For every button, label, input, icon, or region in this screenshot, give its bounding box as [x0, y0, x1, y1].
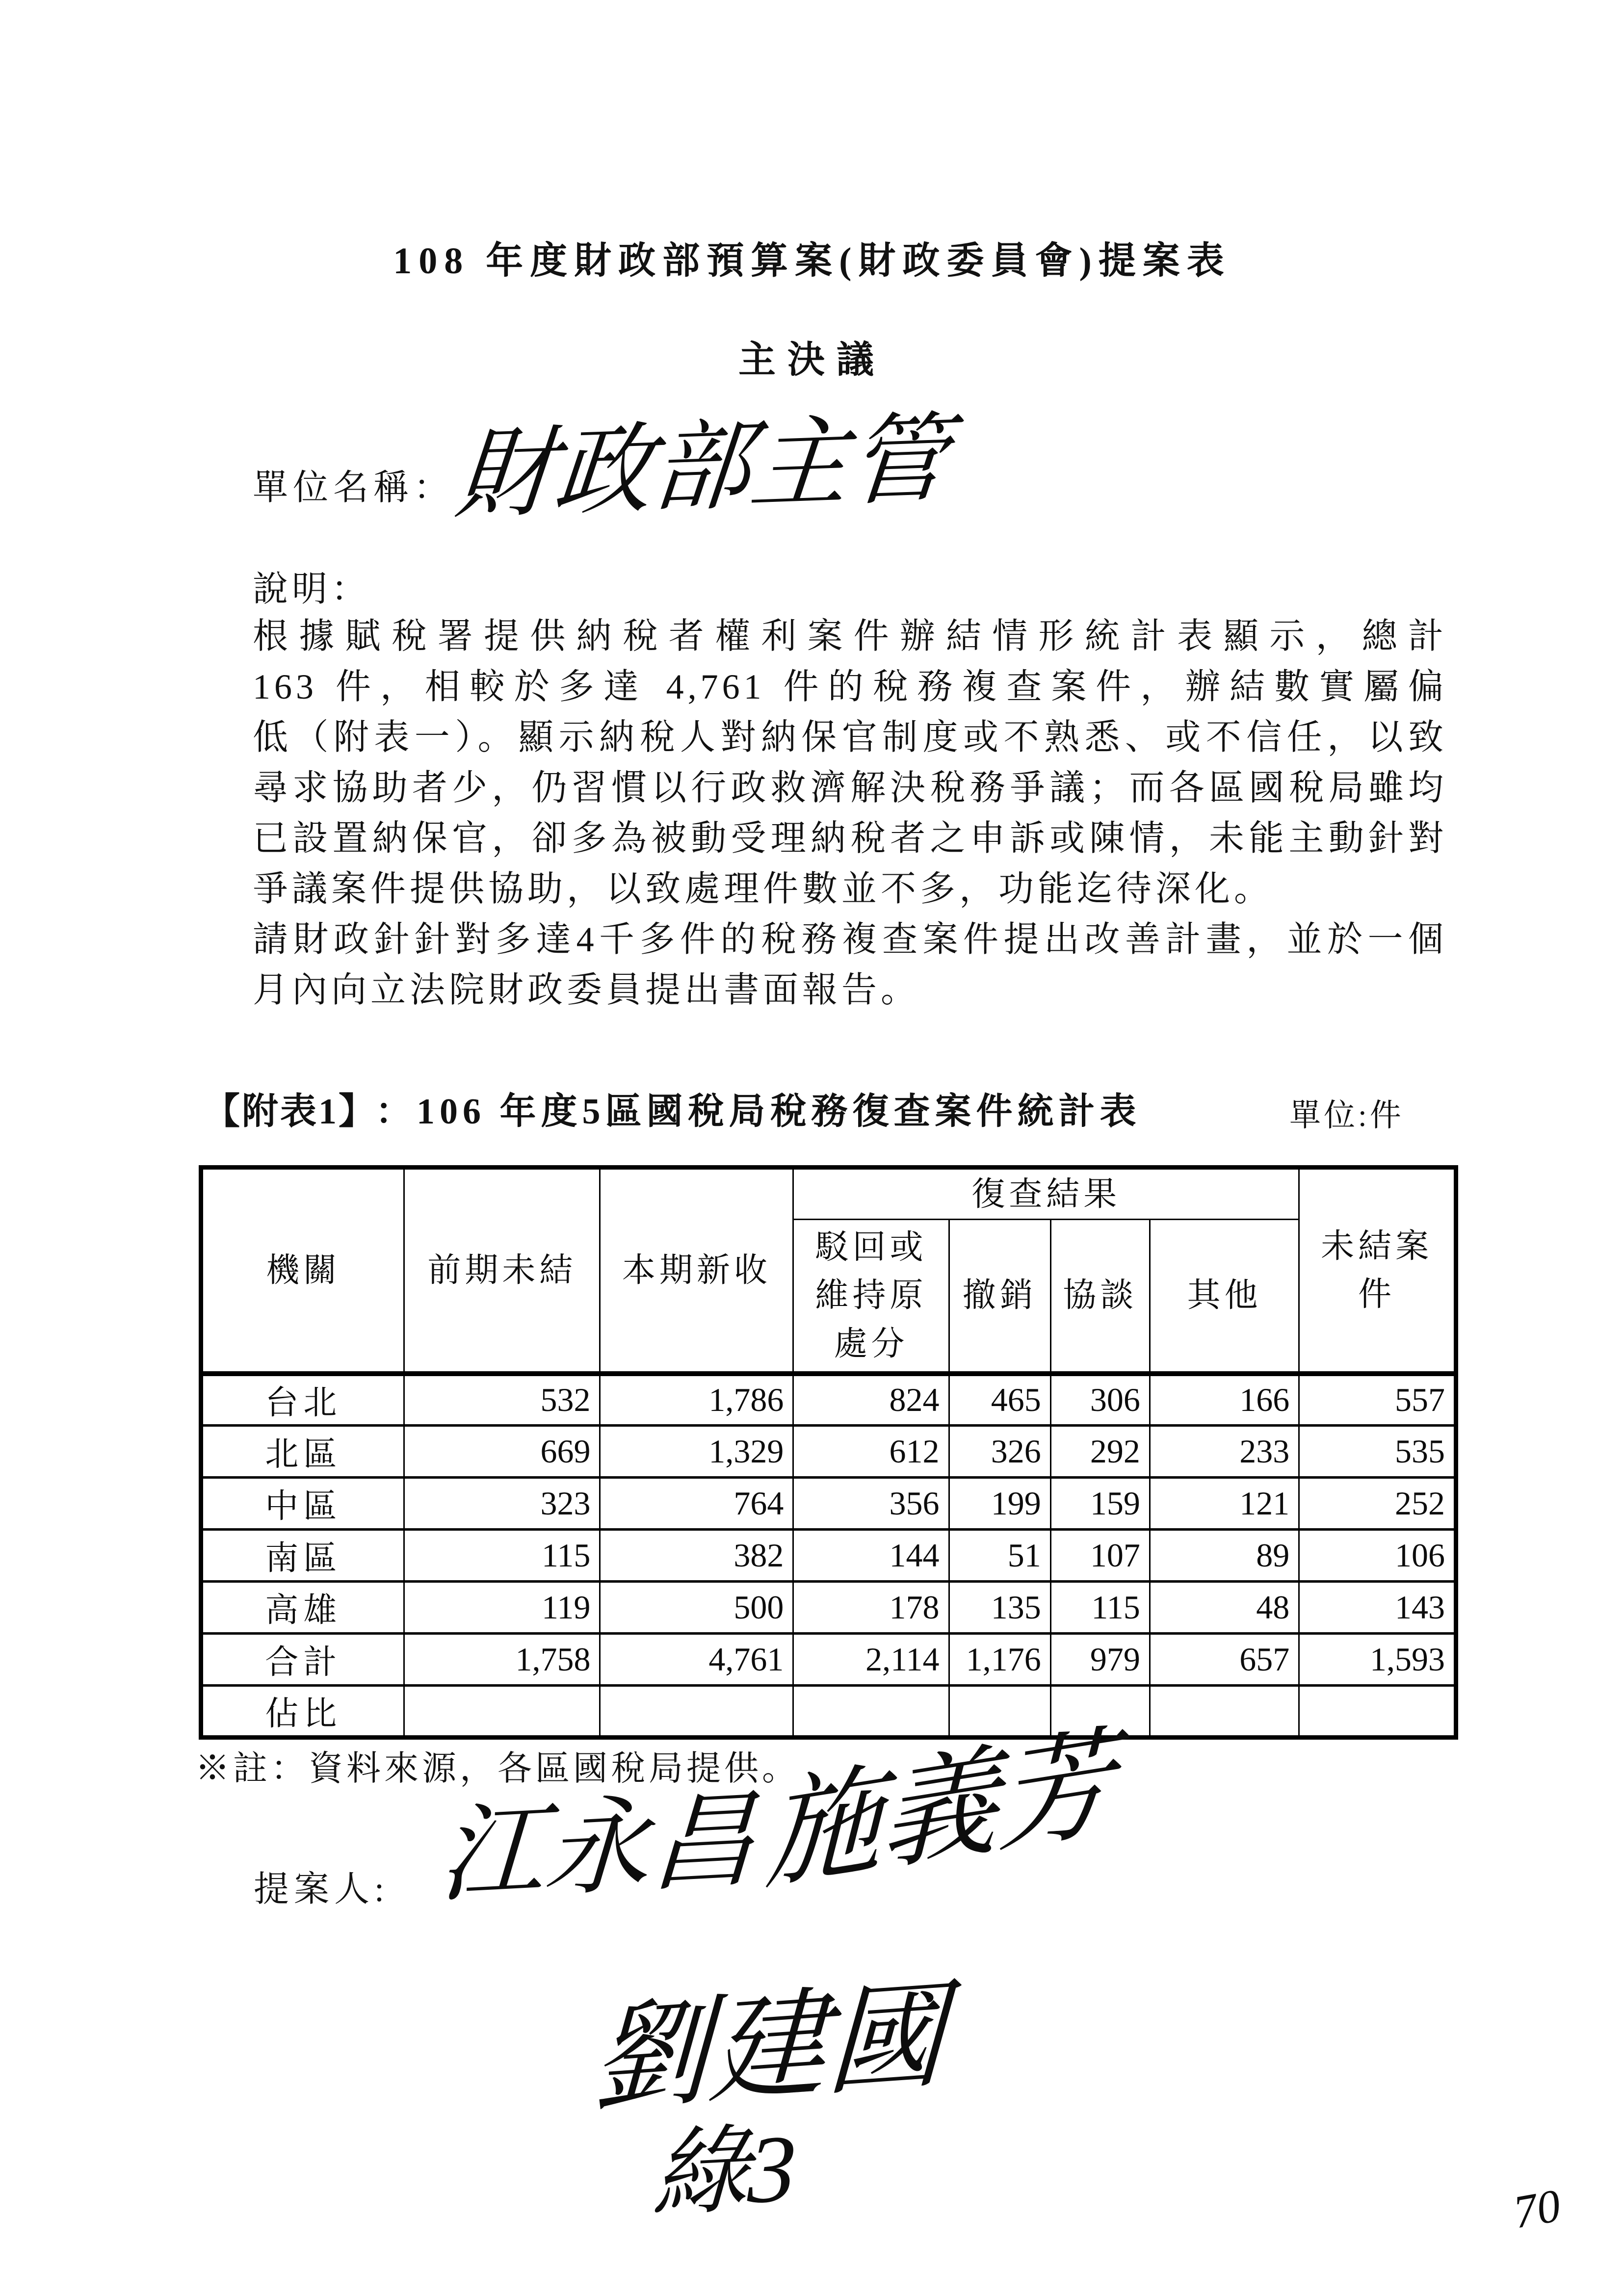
source-footnote: ※註：資料來源，各區國稅局提供。: [195, 1750, 800, 1788]
value-cell: 119: [404, 1582, 600, 1634]
agency-cell: 中區: [201, 1478, 404, 1530]
value-cell: [1299, 1686, 1456, 1738]
description-line: 163 件，相較於多達 4,761 件的稅務複查案件，辦結數實屬偏: [253, 667, 1447, 706]
value-cell: 535: [1299, 1426, 1456, 1478]
value-cell: 51: [949, 1530, 1050, 1582]
table-body: [201, 1374, 1456, 1738]
value-cell: [793, 1686, 949, 1738]
attachment-title: ：106 年度5區國稅局稅務復查案件統計表: [375, 1092, 1141, 1132]
value-cell: 612: [793, 1426, 949, 1478]
agency-cell: 台北: [201, 1374, 404, 1426]
value-cell: 1,758: [404, 1634, 600, 1686]
description-line: 爭議案件提供協助，以致處理件數並不多，功能迄待深化。: [253, 869, 1274, 909]
value-cell: 199: [949, 1478, 1050, 1530]
description-label: 說明：: [253, 570, 371, 609]
agency-cell: 北區: [201, 1426, 404, 1478]
col-header-rejected-upheld: 駁回或維持原處分: [793, 1220, 949, 1374]
value-cell: 166: [1150, 1374, 1299, 1426]
col-header-review-result-group: 復查結果: [793, 1168, 1299, 1220]
value-cell: 2,114: [793, 1634, 949, 1686]
value-cell: 233: [1150, 1426, 1299, 1478]
table-row: [201, 1634, 1456, 1686]
proposer-signature-3: 劉建國: [589, 1970, 946, 2126]
description-line: 已設置納保官，卻多為被動受理納稅者之申訴或陳情，未能主動針對: [253, 819, 1447, 858]
description-line: 請財政針針對多達4千多件的稅務複查案件提出改善計畫，並於一個: [253, 920, 1447, 959]
value-cell: [600, 1686, 793, 1738]
handwritten-page-number: 70: [1509, 2179, 1565, 2239]
attachment-tag: 【附表1】: [204, 1092, 359, 1132]
attachment-heading: [204, 1082, 1141, 1134]
col-header-revoked: 撤銷: [949, 1220, 1050, 1374]
value-cell: 107: [1050, 1530, 1150, 1582]
value-cell: 1,786: [600, 1374, 793, 1426]
value-cell: 135: [949, 1582, 1050, 1634]
value-cell: 824: [793, 1374, 949, 1426]
value-cell: 326: [949, 1426, 1050, 1478]
unit-of-measure-note: 單位:件: [1289, 1098, 1404, 1133]
review-statistics-table: [199, 1165, 1458, 1740]
value-cell: 115: [1050, 1582, 1150, 1634]
agency-cell: 佔比: [201, 1686, 404, 1738]
proposer-signature-2: 施義芳: [764, 1716, 1115, 1905]
table-row: [201, 1530, 1456, 1582]
col-header-prev-unclosed: 前期未結: [404, 1168, 600, 1374]
table-row: [201, 1478, 1456, 1530]
col-header-negotiated: 協談: [1050, 1220, 1150, 1374]
value-cell: 764: [600, 1478, 793, 1530]
unit-name-handwritten: 財政部主管: [451, 405, 952, 531]
description-line: 根據賦稅署提供納稅者權利案件辦結情形統計表顯示，總計: [253, 617, 1447, 656]
value-cell: 252: [1299, 1478, 1456, 1530]
value-cell: 323: [404, 1478, 600, 1530]
value-cell: 1,593: [1299, 1634, 1456, 1686]
col-header-new-received: 本期新收: [600, 1168, 793, 1374]
handwritten-stamp-note: 綠3: [651, 2114, 798, 2229]
value-cell: 356: [793, 1478, 949, 1530]
value-cell: [404, 1686, 600, 1738]
table-row: [201, 1582, 1456, 1634]
value-cell: 121: [1150, 1478, 1299, 1530]
col-header-unclosed-cases: 未結案件: [1299, 1168, 1456, 1374]
value-cell: 657: [1150, 1634, 1299, 1686]
value-cell: 382: [600, 1530, 793, 1582]
document-title: 108 年度財政部預算案(財政委員會)提案表: [393, 240, 1231, 282]
value-cell: 532: [404, 1374, 600, 1426]
value-cell: 144: [793, 1530, 949, 1582]
table-row: [201, 1374, 1456, 1426]
value-cell: [1150, 1686, 1299, 1738]
value-cell: 1,329: [600, 1426, 793, 1478]
table-row: [201, 1426, 1456, 1478]
col-header-agency: 機關: [201, 1168, 404, 1374]
value-cell: 306: [1050, 1374, 1150, 1426]
value-cell: 89: [1150, 1530, 1299, 1582]
value-cell: 500: [600, 1582, 793, 1634]
value-cell: 669: [404, 1426, 600, 1478]
value-cell: 557: [1299, 1374, 1456, 1426]
description-lines: [253, 611, 1447, 1016]
value-cell: 465: [949, 1374, 1050, 1426]
agency-cell: 合計: [201, 1634, 404, 1686]
unit-name-label: 單位名稱：: [253, 468, 454, 507]
description-line: 低（附表一）。顯示納稅人對納保官制度或不熟悉、或不信任，以致: [253, 718, 1447, 757]
value-cell: 4,761: [600, 1634, 793, 1686]
value-cell: 143: [1299, 1582, 1456, 1634]
agency-cell: 南區: [201, 1530, 404, 1582]
value-cell: 178: [793, 1582, 949, 1634]
col-header-other: 其他: [1150, 1220, 1299, 1374]
value-cell: 979: [1050, 1634, 1150, 1686]
value-cell: 1,176: [949, 1634, 1050, 1686]
value-cell: 106: [1299, 1530, 1456, 1582]
description-line: 尋求協助者少，仍習慣以行政救濟解決稅務爭議；而各區國稅局雖均: [253, 768, 1447, 808]
table-row: [201, 1686, 1456, 1738]
value-cell: 115: [404, 1530, 600, 1582]
value-cell: 159: [1050, 1478, 1150, 1530]
proposer-label: 提案人:: [254, 1870, 390, 1909]
value-cell: 48: [1150, 1582, 1299, 1634]
description-line: 月內向立法院財政委員提出書面報告。: [253, 970, 920, 1010]
value-cell: 292: [1050, 1426, 1150, 1478]
proposer-signature-1: 江永昌: [436, 1781, 759, 1916]
agency-cell: 高雄: [201, 1582, 404, 1634]
document-subtitle: 主決議: [738, 339, 886, 381]
